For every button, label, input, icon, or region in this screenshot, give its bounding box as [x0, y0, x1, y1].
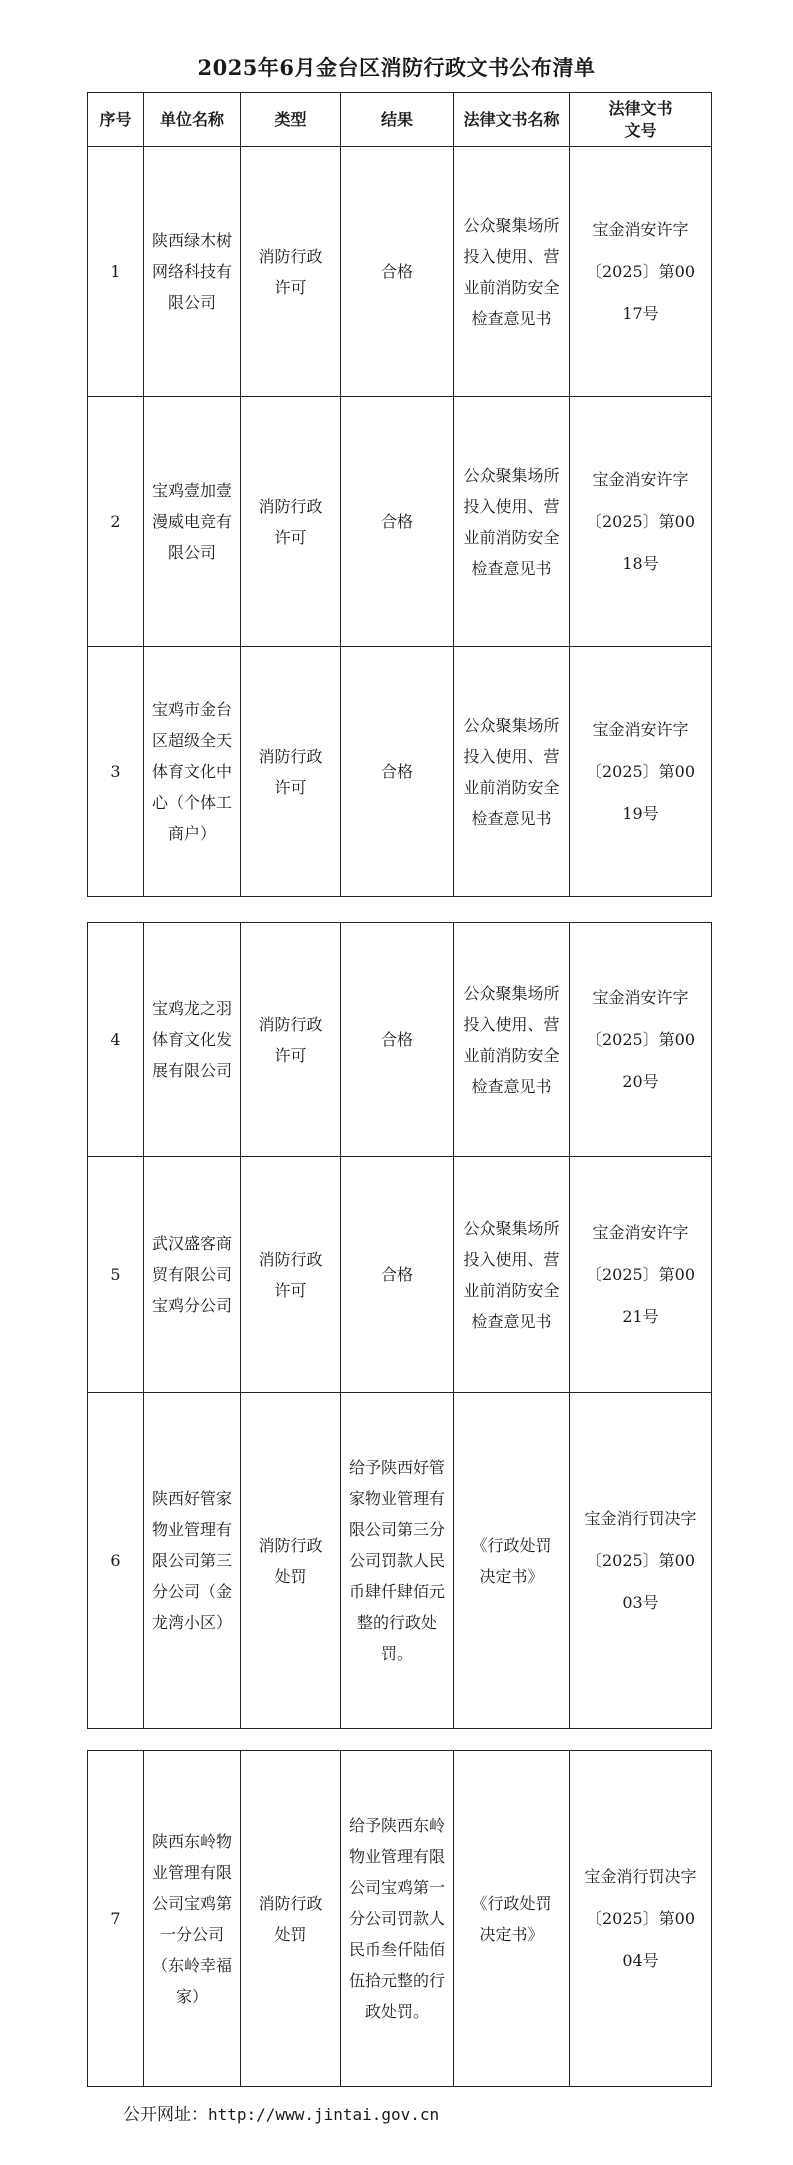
row-doc-no: 宝金消行罚决字〔2025〕第0003号: [570, 1393, 712, 1729]
header-seq: 序号: [88, 93, 144, 147]
row-seq: 6: [88, 1393, 144, 1729]
row-doc-name: 《行政处罚决定书》: [454, 1393, 570, 1729]
row-doc-no: 宝金消安许字〔2025〕第0019号: [570, 647, 712, 897]
table-row: [88, 923, 712, 1157]
row-result: 给予陕西东岭物业管理有限公司宝鸡第一分公司罚款人民币叁仟陆佰伍拾元整的行政处罚。: [341, 1751, 454, 2087]
header-unit: 单位名称: [144, 93, 241, 147]
row-type: 消防行政许可: [241, 397, 341, 647]
row-doc-name: 公众聚集场所投入使用、营业前消防安全检查意见书: [454, 397, 570, 647]
row-seq: 4: [88, 923, 144, 1157]
notice-table-part-2: [87, 922, 712, 1729]
footer-label: 公开网址：: [123, 2105, 208, 2125]
row-seq: 2: [88, 397, 144, 647]
row-doc-name: 《行政处罚决定书》: [454, 1751, 570, 2087]
row-result: 合格: [341, 1157, 454, 1393]
row-unit: 武汉盛客商贸有限公司宝鸡分公司: [144, 1157, 241, 1393]
row-result: 合格: [341, 923, 454, 1157]
row-seq: 5: [88, 1157, 144, 1393]
table-row: [88, 1751, 712, 2087]
table-row: [88, 397, 712, 647]
table-row: [88, 647, 712, 897]
row-result: 合格: [341, 647, 454, 897]
row-doc-no: 宝金消安许字〔2025〕第0021号: [570, 1157, 712, 1393]
row-doc-name: 公众聚集场所投入使用、营业前消防安全检查意见书: [454, 1157, 570, 1393]
row-type: 消防行政许可: [241, 923, 341, 1157]
row-result: 合格: [341, 147, 454, 397]
table-row: [88, 1393, 712, 1729]
row-unit: 陕西绿木树网络科技有限公司: [144, 147, 241, 397]
row-seq: 7: [88, 1751, 144, 2087]
notice-table-part-1: [87, 92, 712, 897]
row-doc-name: 公众聚集场所投入使用、营业前消防安全检查意见书: [454, 147, 570, 397]
row-doc-no: 宝金消安许字〔2025〕第0017号: [570, 147, 712, 397]
table-row: [88, 1157, 712, 1393]
row-doc-name: 公众聚集场所投入使用、营业前消防安全检查意见书: [454, 923, 570, 1157]
row-doc-no: 宝金消行罚决字〔2025〕第0004号: [570, 1751, 712, 2087]
notice-table-part-3: [87, 1750, 712, 2087]
row-seq: 1: [88, 147, 144, 397]
row-unit: 宝鸡市金台区超级全天体育文化中心（个体工商户）: [144, 647, 241, 897]
row-doc-no: 宝金消安许字〔2025〕第0018号: [570, 397, 712, 647]
header-doc-name: 法律文书名称: [454, 93, 570, 147]
public-url-link[interactable]: http://www.jintai.gov.cn: [208, 2105, 440, 2124]
row-doc-no: 宝金消安许字〔2025〕第0020号: [570, 923, 712, 1157]
row-unit: 陕西好管家物业管理有限公司第三分公司（金龙湾小区）: [144, 1393, 241, 1729]
row-unit: 陕西东岭物业管理有限公司宝鸡第一分公司（东岭幸福家）: [144, 1751, 241, 2087]
footer: [123, 2100, 439, 2125]
row-unit: 宝鸡龙之羽体育文化发展有限公司: [144, 923, 241, 1157]
table-header-row: [88, 93, 712, 147]
header-result: 结果: [341, 93, 454, 147]
page-title: 2025年6月金台区消防行政文书公布清单: [197, 55, 596, 80]
row-type: 消防行政许可: [241, 147, 341, 397]
row-type: 消防行政处罚: [241, 1393, 341, 1729]
row-doc-name: 公众聚集场所投入使用、营业前消防安全检查意见书: [454, 647, 570, 897]
row-result: 给予陕西好管家物业管理有限公司第三分公司罚款人民币肆仟肆佰元整的行政处罚。: [341, 1393, 454, 1729]
row-result: 合格: [341, 397, 454, 647]
table-row: [88, 147, 712, 397]
row-type: 消防行政许可: [241, 647, 341, 897]
header-doc-no: 法律文书文号: [570, 93, 712, 147]
row-type: 消防行政许可: [241, 1157, 341, 1393]
header-type: 类型: [241, 93, 341, 147]
row-unit: 宝鸡壹加壹漫威电竞有限公司: [144, 397, 241, 647]
row-seq: 3: [88, 647, 144, 897]
row-type: 消防行政处罚: [241, 1751, 341, 2087]
